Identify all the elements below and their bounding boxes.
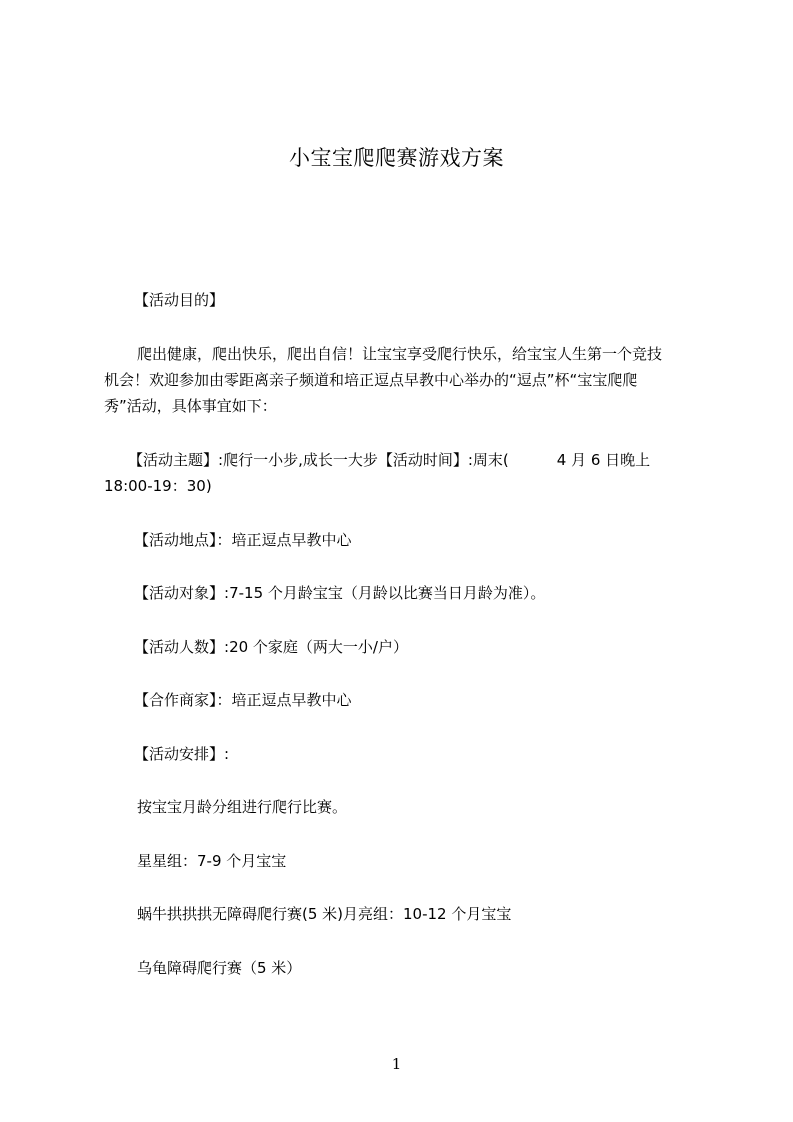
partner-value: ：培正逗点早教中心 [216,691,352,709]
theme-time-line [128,449,650,471]
time-value-start: :周末( [467,451,509,469]
count-value: :20 个家庭（两大一小/户） [224,638,408,656]
target-value: :7-15 个月龄宝宝（月龄以比赛当日月龄为准）。 [224,584,546,602]
purpose-line-1: 爬出健康，爬出快乐，爬出自信！让宝宝享受爬行快乐，给宝宝人生第一个竞技 [137,345,663,363]
target-label: 【活动对象】 [134,584,225,602]
place-value: ：培正逗点早教中心 [216,531,352,549]
arrange-detail-3: 蜗牛拱拱拱无障碍爬行赛(5 米)月亮组：10-12 个月宝宝 [137,905,512,923]
arrange-detail-4: 乌龟障碍爬行赛（5 米） [137,959,302,977]
time-label: 【活动时间】 [377,451,468,469]
arrange-line [134,743,229,765]
arrange-label: 【活动安排】 [134,745,225,763]
purpose-heading: 【活动目的】 [134,291,225,309]
arrange-value: : [224,745,230,763]
theme-value: :爬行一小步,成长一大步 [218,451,378,469]
partner-label: 【合作商家】 [134,691,217,709]
purpose-line-2: 机会！欢迎参加由零距离亲子频道和培正逗点早教中心举办的“逗点”杯“宝宝爬爬 [104,371,638,389]
theme-label: 【活动主题】 [128,451,219,469]
partner-line [134,689,352,711]
document-title: 小宝宝爬爬赛游戏方案 [289,146,504,170]
target-line [134,582,545,604]
arrange-detail-2: 星星组：7-9 个月宝宝 [137,852,287,870]
count-label: 【活动人数】 [134,638,225,656]
purpose-line-3: 秀”活动，具体事宜如下： [104,397,277,415]
place-label: 【活动地点】 [134,531,217,549]
time-value-hours: 18:00-19：30) [104,477,212,495]
place-line [134,529,352,551]
arrange-detail-1: 按宝宝月龄分组进行爬行比赛。 [137,798,348,816]
time-value-date: 4 月 6 日晚上 [556,451,651,469]
count-line [134,636,408,658]
page-number: 1 [391,1055,402,1073]
